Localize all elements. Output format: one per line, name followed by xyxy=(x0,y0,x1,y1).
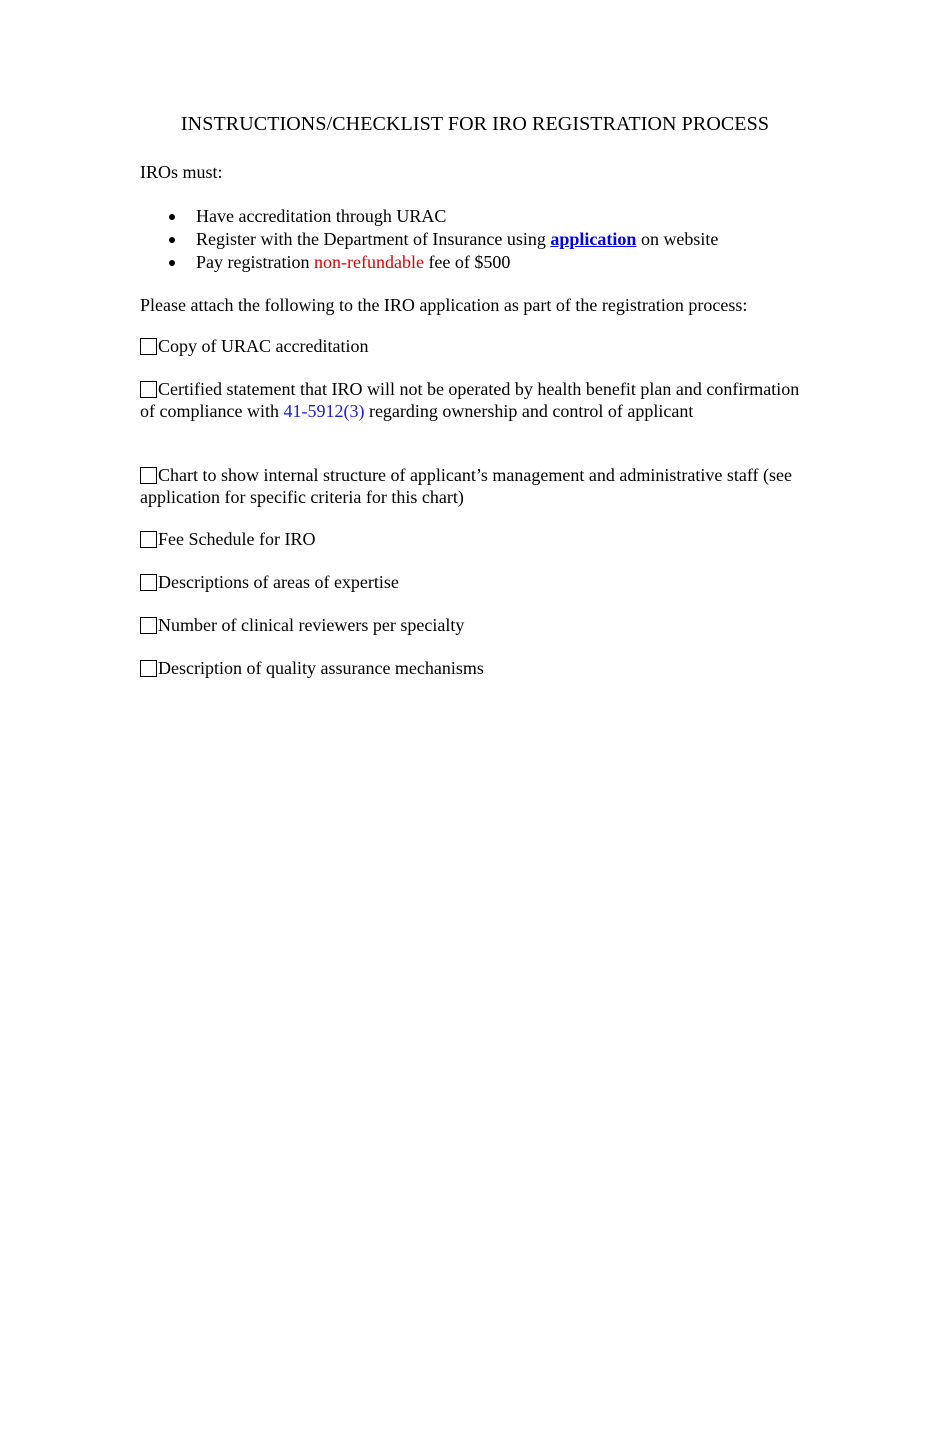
checklist-label: Fee Schedule for IRO xyxy=(158,529,316,549)
list-item xyxy=(140,251,820,274)
non-refundable-highlight: non-refundable xyxy=(313,252,424,272)
checkbox[interactable] xyxy=(140,531,157,548)
application-link[interactable]: application xyxy=(550,229,637,249)
requirements-list xyxy=(140,205,820,274)
intro-text: IROs must: xyxy=(140,162,223,182)
bullet-icon xyxy=(169,214,175,220)
checkbox[interactable] xyxy=(140,574,157,591)
checklist-label-suffix: regarding ownership and control of applicant xyxy=(364,400,694,421)
checklist-item-reviewers xyxy=(140,615,800,637)
statute-reference-link[interactable]: 41-5912(3) xyxy=(283,400,365,421)
requirement-register-suffix: on website xyxy=(636,229,719,249)
checklist-item-fee-schedule xyxy=(140,529,800,551)
checkbox[interactable] xyxy=(140,338,157,355)
list-item xyxy=(140,205,820,228)
checklist-label: Chart to show internal structure of applicant’s management and administrative staff (see application for specific criteria for this chart) xyxy=(140,465,792,507)
checklist-label: Descriptions of areas of expertise xyxy=(158,572,399,592)
requirement-register-text: Register with the Department of Insurance using xyxy=(196,229,551,249)
list-item xyxy=(140,228,820,251)
checkbox[interactable] xyxy=(140,467,157,484)
page-title: INSTRUCTIONS/CHECKLIST FOR IRO REGISTRATION PROCESS xyxy=(180,113,770,135)
attach-instructions: Please attach the following to the IRO application as part of the registration process: xyxy=(140,295,748,315)
checklist-label: Description of quality assurance mechanisms xyxy=(158,658,484,678)
checkbox[interactable] xyxy=(140,660,157,677)
checklist-label: Number of clinical reviewers per specialty xyxy=(158,615,465,635)
checkbox[interactable] xyxy=(140,617,157,634)
requirement-fee-suffix: fee of $500 xyxy=(423,252,511,272)
checklist-label: Certified statement that IRO will not be operated by health benefit plan and confirmation of compliance with xyxy=(140,379,800,421)
checklist-item-expertise xyxy=(140,572,800,594)
bullet-icon xyxy=(169,237,175,243)
checklist-item-structure-chart xyxy=(140,465,800,508)
bullet-icon xyxy=(169,260,175,266)
checklist-item-quality-assurance xyxy=(140,658,800,680)
checklist-label: Copy of URAC accreditation xyxy=(158,336,369,356)
checklist-item-certified-statement xyxy=(140,379,800,422)
checkbox[interactable] xyxy=(140,381,157,398)
checklist-item-urac-copy xyxy=(140,336,800,358)
requirement-fee-text: Pay registration xyxy=(196,252,314,272)
requirement-accreditation: Have accreditation through URAC xyxy=(196,206,447,226)
